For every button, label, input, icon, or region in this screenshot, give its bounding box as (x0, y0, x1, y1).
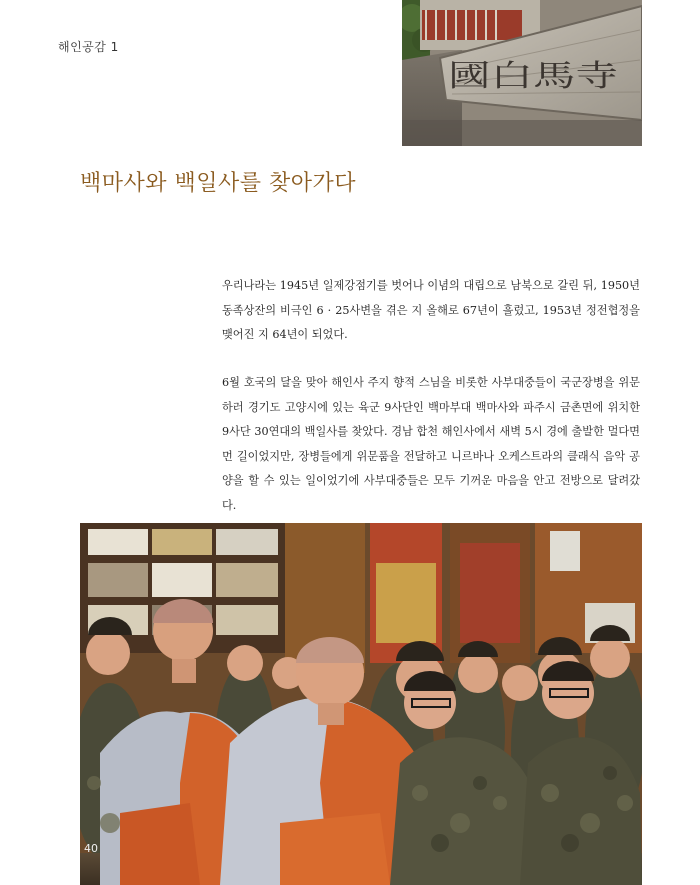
article-paragraph-1: 우리나라는 1945년 일제강점기를 벗어나 이념의 대립으로 남북으로 갈린 뒤, 1950년 동족상잔의 비극인 6 · 25사변을 겪은 지 올해로 67년이 흘렀고, 1953년 정전협정을 맺어진 지 64년이 되었다. (222, 279, 640, 341)
temple-sign-illustration (402, 0, 642, 146)
monks-and-soldiers-illustration (80, 523, 642, 885)
temple-sign-text: 國白馬寺 (448, 59, 618, 94)
article-paragraph-2: 6월 호국의 달을 맞아 해인사 주지 향적 스님을 비롯한 사부대중들이 국군장병을 위문하러 경기도 고양시에 있는 육군 9사단인 백마부대 백마사와 파주시 금촌면에 위치한 9사단 30연대의 백일사를 찾았다. 경남 합천 해인사에서 새벽 5시 경에 출발한 멀다면 먼 길이었지만, 장병들에게 위문품을 전달하고 니르바나 오케스트라의 클래식 음악 공양을 할 수 있는 일이었기에 사부대중들은 모두 기꺼운 마음을 안고 전방으로 달려갔다. (222, 376, 640, 512)
temple-sign-photo (402, 0, 642, 146)
article-title: 백마사와 백일사를 찾아가다 (80, 171, 357, 196)
monks-and-soldiers-photo (80, 523, 642, 885)
page-number: 40 (84, 842, 98, 855)
section-label: 해인공감 1 (58, 40, 119, 54)
